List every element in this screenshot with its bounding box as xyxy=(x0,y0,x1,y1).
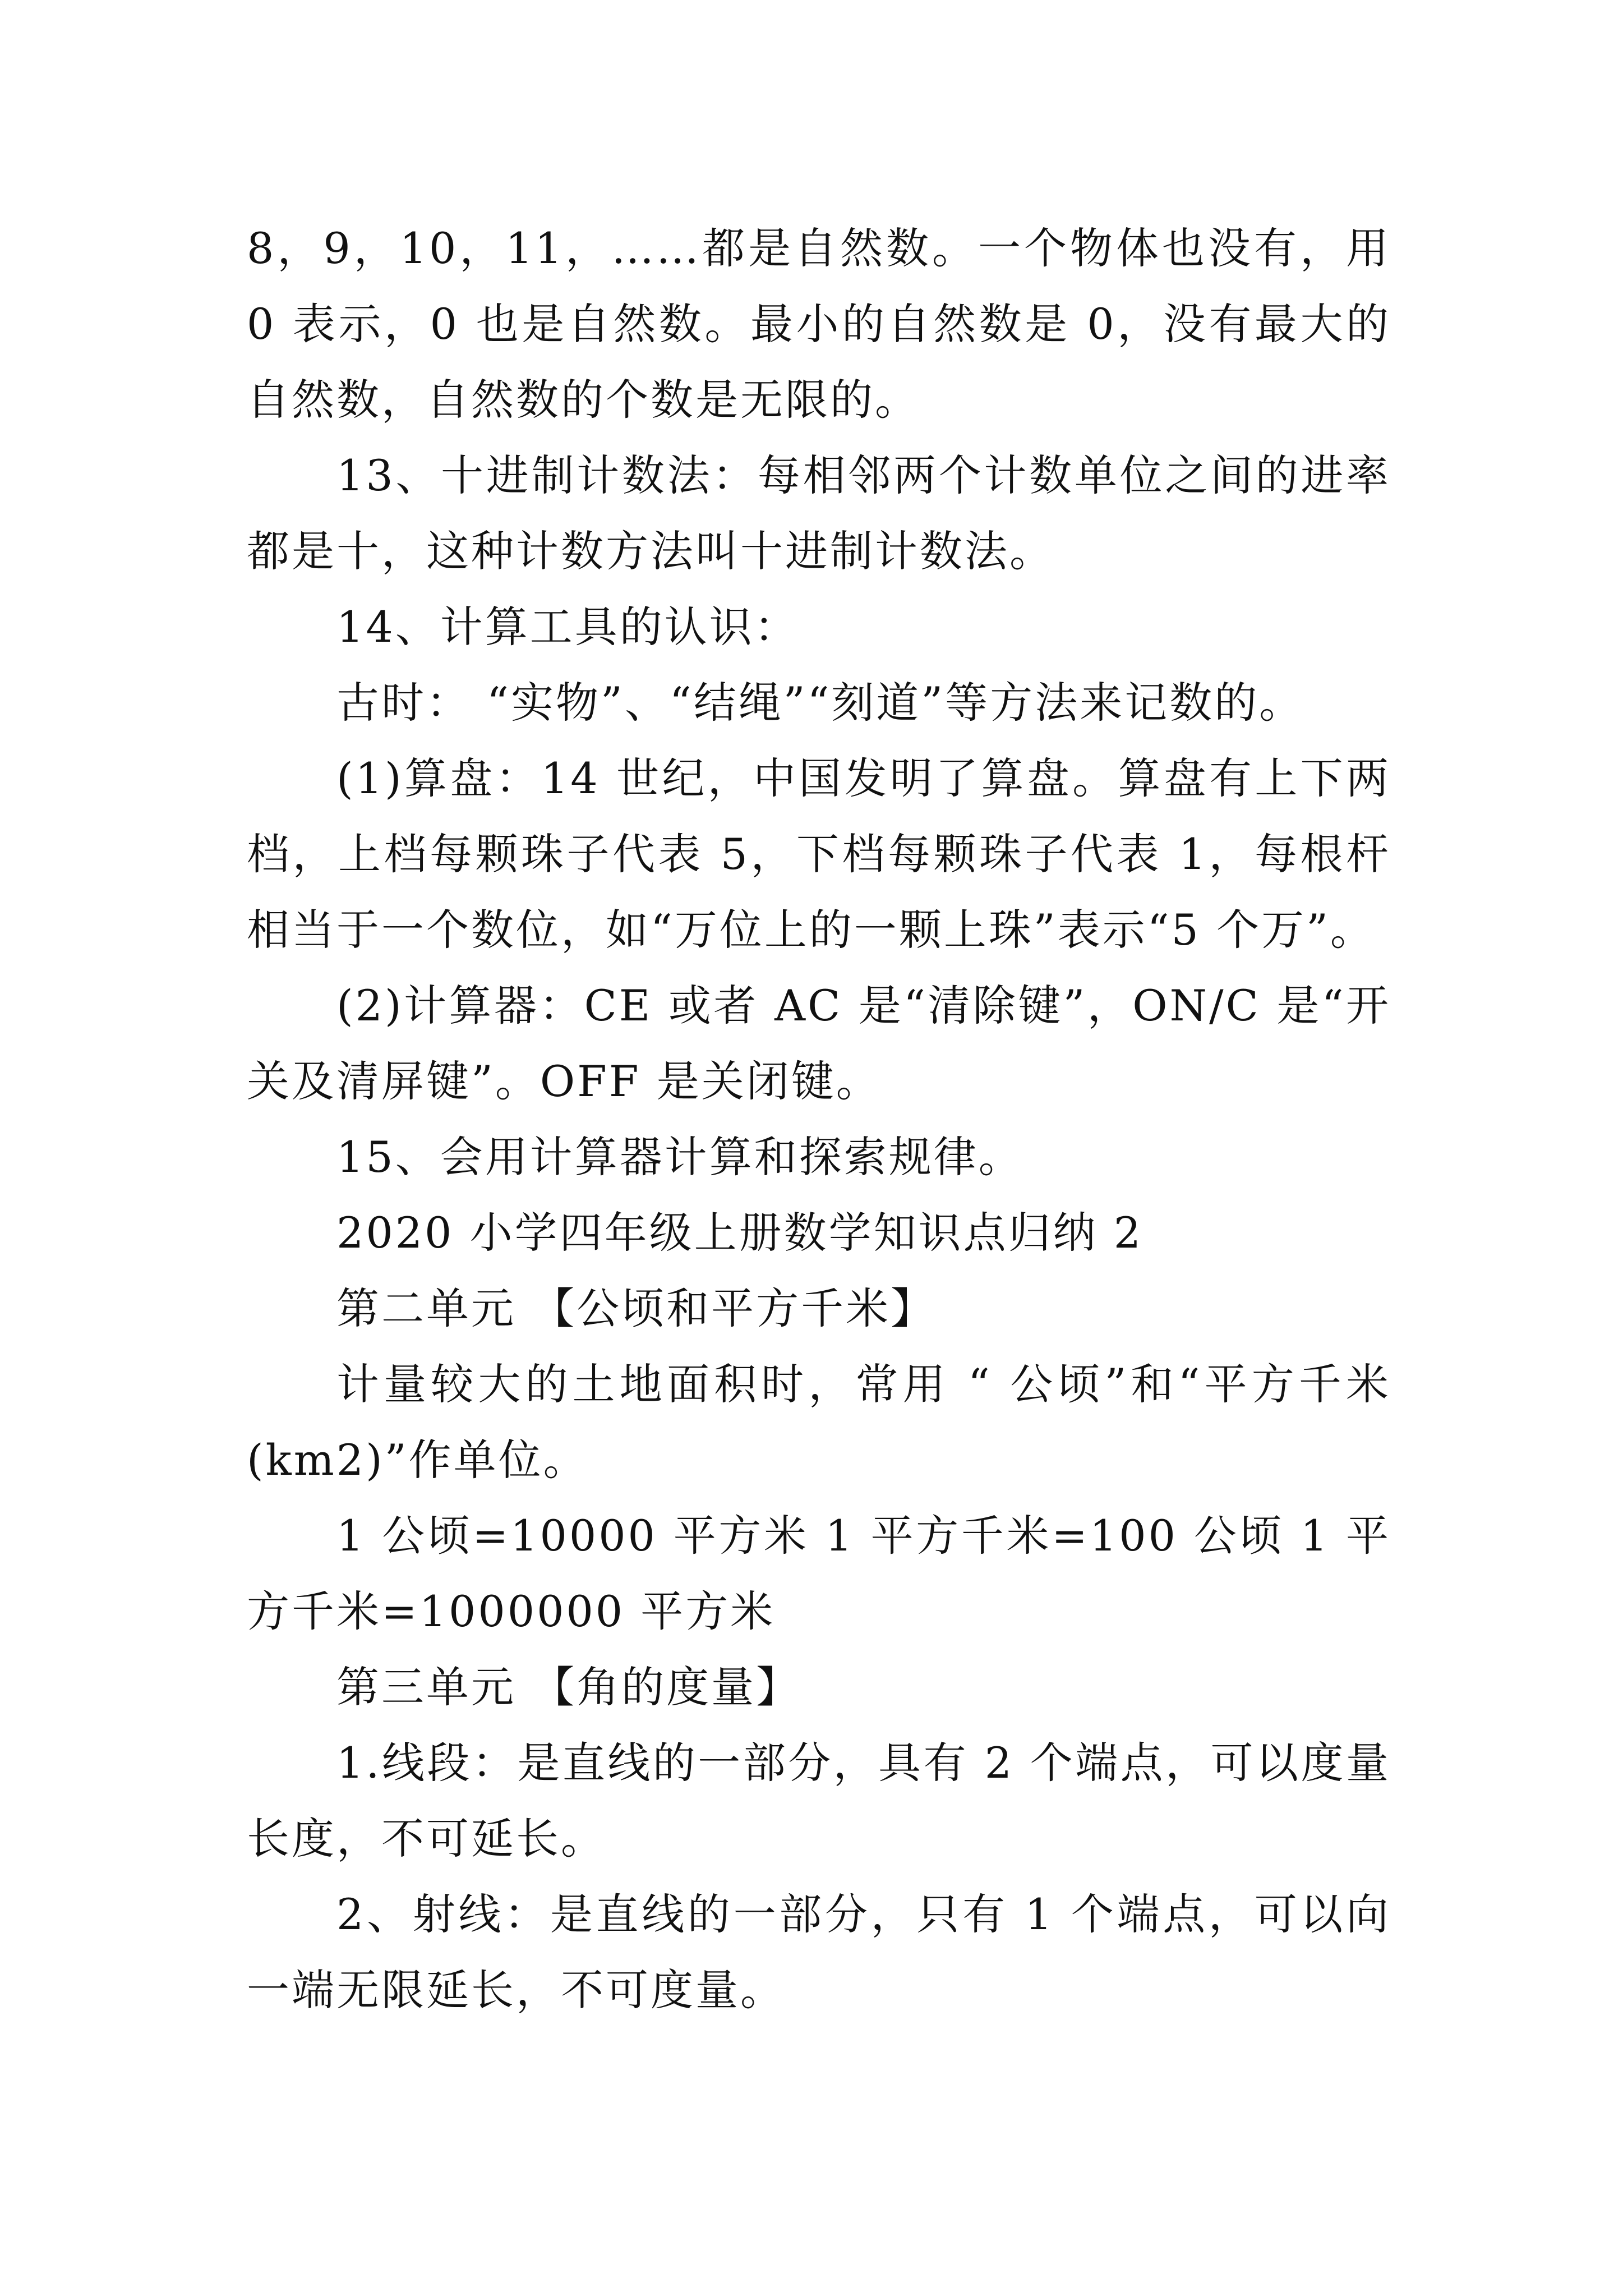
paragraph-ancient-methods: 古时： “实物”、“结绳”“刻道”等方法来记数的。 xyxy=(336,678,1304,728)
paragraph-abacus: (1)算盘：14 世纪，中国发明了算盘。算盘有上下两档，上档每颗珠子代表 5，下档每颗珠子代表 1，每根杆相当于一个数位，如“万位上的一颗上珠”表示“5 个万”。 xyxy=(247,753,1391,955)
paragraph-line-segment: 1.线段：是直线的一部分，具有 2 个端点，可以度量长度，不可延长。 xyxy=(247,1738,1391,1864)
paragraph-natural-numbers: 8，9，10，11，……都是自然数。一个物体也没有，用 0 表示，0 也是自然数。最小的自然数是 0，没有最大的自然数，自然数的个数是无限的。 xyxy=(247,223,1391,425)
paragraph-calculator-rules: 15、会用计算器计算和探索规律。 xyxy=(336,1132,1023,1182)
unit-two-heading: 第二单元 【公顷和平方千米】 xyxy=(336,1283,936,1333)
paragraph-ray: 2、射线：是直线的一部分，只有 1 个端点，可以向一端无限延长，不可度量。 xyxy=(247,1889,1391,2015)
paragraph-calculator: (2)计算器：CE 或者 AC 是“清除键”，ON/C 是“开关及清屏键”。OFF 是关闭键。 xyxy=(247,981,1391,1106)
paragraph-unit-conversion: 1 公顷=10000 平方米 1 平方千米=100 公顷 1 平方千米=1000000 平方米 xyxy=(247,1511,1391,1636)
paragraph-land-area-units: 计量较大的土地面积时，常用 “ 公顷”和“平方千米(km2)”作单位。 xyxy=(247,1359,1391,1485)
document-body xyxy=(247,210,1391,2028)
paragraph-decimal-system: 13、十进制计数法：每相邻两个计数单位之间的进率都是十，这种计数方法叫十进制计数法。 xyxy=(247,450,1391,576)
paragraph-calculation-tools: 14、计算工具的认识： xyxy=(336,602,799,652)
unit-three-heading: 第三单元 【角的度量】 xyxy=(336,1662,801,1712)
section-heading: 2020 小学四年级上册数学知识点归纳 2 xyxy=(336,1208,1144,1258)
